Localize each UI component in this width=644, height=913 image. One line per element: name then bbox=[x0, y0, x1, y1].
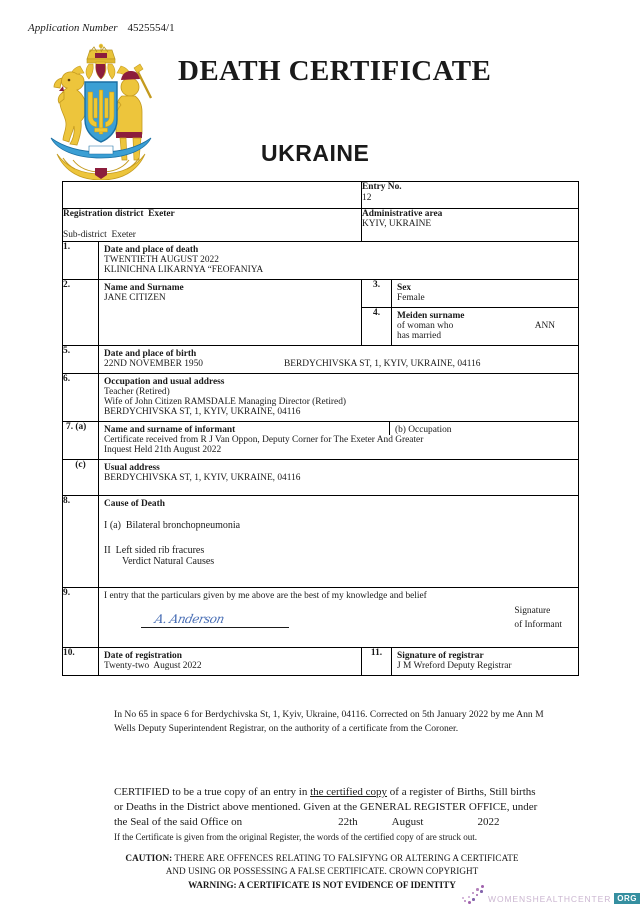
table-row-7a-informant bbox=[63, 422, 579, 460]
row-3-number: 3. bbox=[362, 280, 392, 308]
row-5-number: 5. bbox=[63, 346, 99, 374]
row-9-number: 9. bbox=[63, 588, 99, 648]
entry-no-blank-cell bbox=[63, 182, 362, 209]
caution-line2: AND USING OR POSSESSING A FALSE CERTIFICATE. CROWN COPYRIGHT bbox=[165, 866, 479, 877]
row-1-value-line2: KLINICHNA LIKARNYA “FEOFANIYA bbox=[104, 265, 264, 275]
row-2-content bbox=[99, 280, 362, 346]
entry-no-value: 12 bbox=[362, 193, 372, 203]
table-row-1-date-place-of-death bbox=[63, 242, 579, 280]
row-1-label: Date and place of death bbox=[104, 245, 199, 255]
signature-label-line1: Signature bbox=[514, 606, 551, 616]
row-11-value: J M Wreford Deputy Registrar bbox=[397, 661, 512, 671]
administrative-area-value: KYIV, UKRAINE bbox=[362, 219, 432, 229]
row-11-number: 11. bbox=[362, 648, 392, 676]
table-row-6-occupation-address bbox=[63, 374, 579, 422]
correction-note-line2: Wells Deputy Superintendent Registrar, on the authority of a certificate from the Coroner. bbox=[114, 722, 459, 734]
informant-signature bbox=[141, 612, 289, 628]
application-number bbox=[28, 22, 175, 34]
registration-district-value: Exeter bbox=[148, 209, 175, 219]
row-10-label: Date of registration bbox=[104, 651, 182, 661]
certified-line2: or Deaths in the District above mentioned. Given at the GENERAL REGISTER OFFICE, under bbox=[114, 800, 538, 813]
certified-paragraph bbox=[114, 785, 580, 843]
row-2-value: JANE CITIZEN bbox=[104, 293, 166, 303]
administrative-area-label: Administrative area bbox=[362, 209, 443, 219]
watermark-text: WOMENSHEALTHCENTER bbox=[488, 894, 612, 904]
signature-rule bbox=[141, 627, 289, 628]
row-10-number: 10. bbox=[63, 648, 99, 676]
sub-district-value: Exeter bbox=[111, 230, 136, 240]
watermark-org-badge: ORG bbox=[614, 893, 640, 904]
correction-note-line1: In No 65 in space 6 for Berdychivska St, 1, Kyiv, Ukraine, 04116. Corrected on 5th January 2022 by me Ann M bbox=[114, 709, 544, 720]
registration-district-cell bbox=[63, 209, 362, 242]
row-4-value: ANN bbox=[534, 321, 556, 331]
application-number-value: 4525554/1 bbox=[127, 22, 175, 34]
table-row-5-date-place-of-birth bbox=[63, 346, 579, 374]
row-8-cause-ii-sub: Verdict Natural Causes bbox=[122, 556, 215, 567]
row-4-sub-line1: of woman who bbox=[397, 321, 454, 331]
certified-line1-underlined: the certified copy bbox=[310, 786, 388, 798]
table-row-10-11-registration bbox=[63, 648, 579, 676]
row-5-value-date: 22ND NOVEMBER 1950 bbox=[104, 359, 203, 369]
row-6-label: Occupation and usual address bbox=[104, 377, 225, 387]
row-7a-value-line2: Inquest Held 21th August 2022 bbox=[104, 445, 222, 455]
table-row-entry-no bbox=[63, 182, 579, 209]
row-1-number: 1. bbox=[63, 242, 99, 280]
entry-no-label: Entry No. bbox=[362, 182, 402, 192]
row-7a-number: 7. (a) bbox=[63, 422, 99, 460]
row-6-value-line2: Wife of John Citizen RAMSDALE Managing Director (Retired) bbox=[104, 397, 347, 407]
application-number-label: Application Number bbox=[28, 22, 118, 34]
ukraine-coat-of-arms-icon bbox=[33, 40, 168, 180]
row-5-label: Date and place of birth bbox=[104, 349, 197, 359]
watermark-logo bbox=[461, 885, 640, 905]
row-10-value: Twenty-two August 2022 bbox=[104, 661, 202, 671]
certified-day: 22th bbox=[338, 815, 358, 828]
entry-no-cell bbox=[362, 182, 579, 209]
row-6-value-line1: Teacher (Retired) bbox=[104, 387, 170, 397]
table-row-9-declaration bbox=[63, 588, 579, 648]
row-8-label: Cause of Death bbox=[104, 499, 165, 509]
informant-signature-text: A. Anderson bbox=[153, 612, 226, 626]
row-4-content bbox=[392, 308, 579, 346]
certified-year: 2022 bbox=[477, 815, 500, 828]
caution-label: CAUTION: bbox=[125, 853, 173, 863]
certified-line1-a: CERTIFIED to be a true copy of an entry in bbox=[114, 786, 311, 798]
watermark-dots-icon bbox=[461, 885, 487, 905]
row-7b-occupation-label: (b) Occupation bbox=[395, 425, 452, 435]
row-2-label: Name and Surname bbox=[104, 283, 184, 293]
certified-seal-date-line bbox=[114, 815, 580, 830]
registration-district-label: Registration district bbox=[63, 209, 144, 219]
row-4-label: Meiden surname bbox=[397, 311, 465, 321]
caution-line3: WARNING: A CERTIFICATE IS NOT EVIDENCE OF IDENTITY bbox=[188, 879, 456, 890]
row-7c-content bbox=[99, 460, 579, 496]
row-4-sub-line2: has married bbox=[397, 331, 442, 341]
certified-line1-b: of a register of Births, Still births bbox=[387, 786, 536, 798]
row-7c-value: BERDYCHIVSKA ST, 1, KYIV, UKRAINE, 04116 bbox=[104, 473, 301, 483]
row-4-number: 4. bbox=[362, 308, 392, 346]
row-1-content bbox=[99, 242, 579, 280]
row-11-content bbox=[392, 648, 579, 676]
row-5-content bbox=[99, 346, 579, 374]
certified-month: August bbox=[391, 815, 424, 828]
row-8-number: 8. bbox=[63, 496, 99, 588]
signature-of-informant-label bbox=[514, 605, 562, 632]
row-6-number: 6. bbox=[63, 374, 99, 422]
row-6-content bbox=[99, 374, 579, 422]
row-5-value-place: BERDYCHIVSKA ST, 1, KYIV, UKRAINE, 04116 bbox=[284, 359, 481, 369]
row-8-content bbox=[99, 496, 579, 588]
row-3-value: Female bbox=[397, 293, 425, 303]
row-7a-value-line1: Certificate received from R J Van Oppon, Deputy Corner for The Exeter And Greater bbox=[104, 435, 424, 445]
row-7a-content bbox=[99, 422, 579, 460]
row-6-value-line3: BERDYCHIVSKA ST, 1, KYIV, UKRAINE, 04116 bbox=[104, 407, 301, 417]
row-7c-label: Usual address bbox=[104, 463, 160, 473]
caution-line1: THERE ARE OFFENCES RELATING TO FALSIFYNG OR ALTERING A CERTIFICATE bbox=[172, 853, 519, 863]
table-row-2-name-surname bbox=[63, 280, 579, 308]
row-11-label: Signature of registrar bbox=[397, 651, 484, 661]
row-9-content bbox=[99, 588, 579, 648]
row-1-value-line1: TWENTIETH AUGUST 2022 bbox=[104, 255, 219, 265]
certified-footnote: If the Certificate is given from the original Register, the words of the certified copy of are struck out. bbox=[114, 831, 478, 842]
certified-line3-prefix: the Seal of the said Office on bbox=[114, 815, 243, 828]
country-title: UKRAINE bbox=[261, 140, 370, 166]
correction-note bbox=[114, 708, 576, 735]
row-2-number: 2. bbox=[63, 280, 99, 346]
signature-label-line2: of Informant bbox=[514, 619, 563, 630]
certificate-table bbox=[62, 181, 579, 676]
row-9-statement: I entry that the particulars given by me above are the best of my knowledge and belief bbox=[104, 591, 427, 601]
row-8-cause-ii: II Left sided rib fracures bbox=[104, 545, 205, 556]
row-10-content bbox=[99, 648, 362, 676]
page-title: DEATH CERTIFICATE bbox=[178, 55, 492, 87]
sub-district-label: Sub-district bbox=[63, 230, 107, 240]
table-row-8-cause-of-death bbox=[63, 496, 579, 588]
row-3-content bbox=[392, 280, 579, 308]
table-row-7c-usual-address bbox=[63, 460, 579, 496]
row-8-cause-i: I (a) Bilateral bronchopneumonia bbox=[104, 520, 241, 531]
row-7a-label: Name and surname of informant bbox=[104, 425, 236, 435]
administrative-area-cell bbox=[362, 209, 579, 242]
row-7c-number: (c) bbox=[63, 460, 99, 496]
row-3-label: Sex bbox=[397, 283, 412, 293]
table-row-registration-district bbox=[63, 209, 579, 242]
